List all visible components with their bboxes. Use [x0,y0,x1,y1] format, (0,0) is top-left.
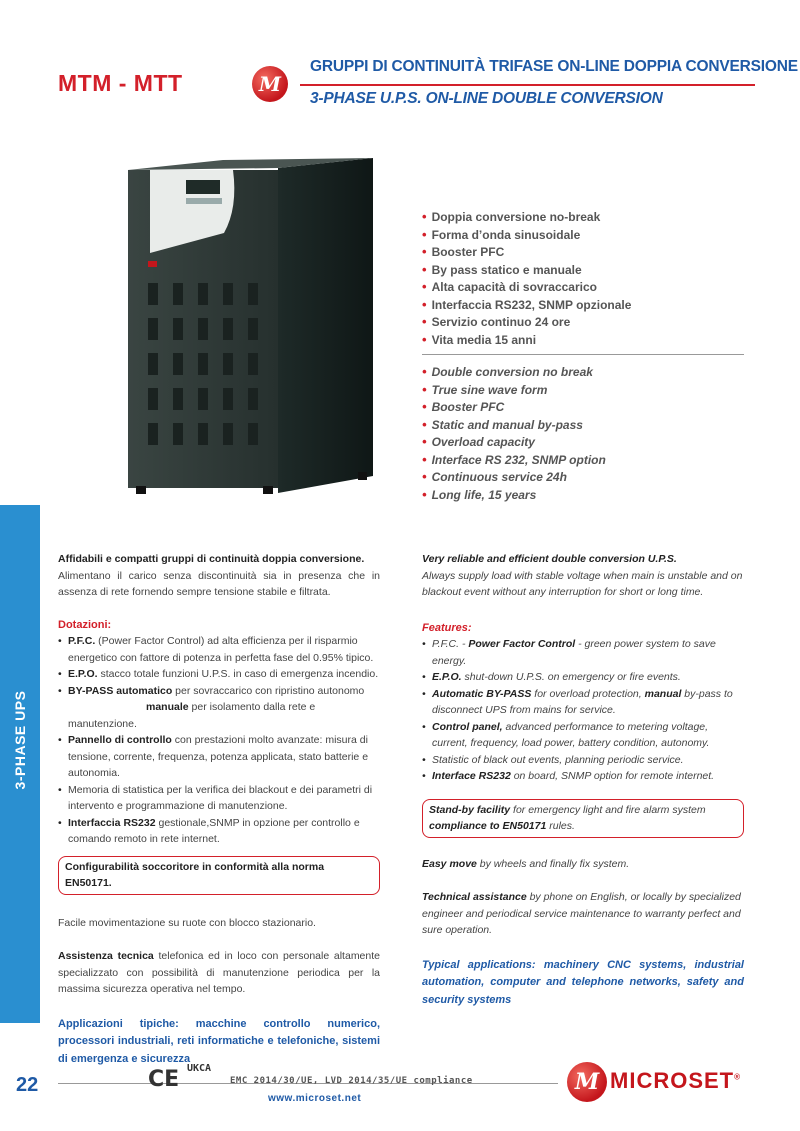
left-column-italian [58,551,380,1068]
microset-brand-icon: M [567,1062,607,1102]
dotazioni-title: Dotazioni: [58,618,112,631]
list-item: • P.F.C. (Power Factor Control) ad alta efficienza per il risparmio energetico con fattore di potenza in perfetta fase del 0.95% tipico. [58,633,380,666]
page-number: 22 [16,1074,39,1096]
list-item: • Memoria di statistica per la verifica dei blackout e dei parametri di intervento e programmazione di manutenzione. [58,782,380,815]
list-item: • By pass statico e manuale [422,261,582,277]
website-link[interactable]: www.microset.net [268,1093,362,1104]
en50171-note: Configurabilità soccoritore in conformità alla norma EN50171. [58,856,380,895]
list-item: • P.F.C. - Power Factor Control - green power system to save energy. [422,636,744,669]
features-title: Features: [422,621,472,634]
list-item: • Double conversion no break [422,364,593,379]
list-item: • Long life, 15 years [422,486,537,502]
list-item: • Control panel, advanced performance to metering voltage, current, frequency, load power, battery condition, autonomy. [422,719,744,752]
intro-heading-en: Very reliable and efficient double conversion U.P.S. [422,553,677,565]
ukca-mark-icon: UKCA [187,1063,212,1074]
list-item: • Automatic BY-PASS for overload protection, manual by-pass to disconnect UPS from mains for service. [422,686,744,719]
feature-divider [422,354,744,355]
standby-note: Stand-by facility for emergency light and fire alarm system compliance to EN50171 rules. [422,799,744,838]
list-item: • Interface RS232 on board, SNMP option for remote internet. [422,768,744,785]
microset-logo-icon: M [252,66,288,102]
list-item: • True sine wave form [422,381,548,397]
list-item: • Continuous service 24h [422,469,567,484]
list-item: • Doppia conversione no-break [422,209,601,224]
title-italian: GRUPPI DI CONTINUITÀ TRIFASE ON-LINE DOPPIA CONVERSIONE [310,58,798,75]
side-tab-label: 3-PHASE UPS [12,690,28,790]
list-item: • Pannello di controllo con prestazioni molto avanzate: misura di tensione, corrente, frequenza, potenza applicata, stato batterie e autonomia. [58,732,380,782]
header-divider [300,84,755,86]
ce-mark-icon: CE [148,1067,180,1092]
intro-heading: Affidabili e compatti gruppi di continuità doppia conversione. [58,553,365,565]
intro-text-en: Always supply load with stable voltage when main is unstable and on blackout event without any interruption for short or long time. [422,569,743,598]
list-item: • E.P.O. shut-down U.P.S. on emergency or fire events. [422,669,744,686]
list-item: • Booster PFC [422,244,505,259]
list-item: • Statistic of black out events, planning periodic service. [422,752,744,769]
right-column-english [422,551,744,1009]
list-item: • Interfaccia RS232 gestionale,SNMP in opzione per controllo e comando remoto in rete internet. [58,815,380,848]
features-english [422,363,752,503]
list-item: • Forma d’onda sinusoidale [422,226,581,242]
title-english: 3-PHASE U.P.S. ON-LINE DOUBLE CONVERSION [310,90,663,107]
technical-assistance-text: Technical assistance by phone on English, or locally by specialized engineer and periodical service maintenance to warranty perfect and sure operation. [422,891,741,936]
features-italian [422,208,752,348]
list-item: • Static and manual by-pass [422,416,583,432]
ups-cabinet-image [128,158,378,498]
easy-move-text: Easy move by wheels and finally fix system. [422,857,630,870]
list-item: • Booster PFC [422,399,505,414]
applications-text-en: Typical applications: machinery CNC systems, industrial automation, computer and telephone networks, safety and security systems [422,958,744,1006]
movement-text: Facile movimentazione su ruote con blocco stazionario. [58,916,316,929]
list-item: • BY-PASS automatico per sovraccarico con ripristino autonomo manuale per isolamento dalla rete e manutenzione. [58,683,380,733]
list-item: • Alta capacità di sovraccarico [422,279,597,294]
feature-list [422,208,752,503]
list-item: • E.P.O. stacco totale funzioni U.P.S. in caso di emergenza incendio. [58,666,380,683]
list-item: • Interface RS 232, SNMP option [422,451,606,467]
intro-text: Alimentano il carico senza discontinuità sia in presenza che in assenza di rete fornendo sempre tensione stabile e filtrata. [58,569,380,598]
list-item: • Vita media 15 anni [422,331,537,347]
compliance-text: EMC 2014/30/UE, LVD 2014/35/UE compliance [230,1076,473,1086]
list-item: • Interfaccia RS232, SNMP opzionale [422,296,632,312]
brand-name: MICROSET® [610,1068,742,1093]
list-item: • Overload capacity [422,434,535,449]
model-title: MTM - MTT [58,70,183,96]
assistance-text: Assistenza tecnica telefonica ed in loco con personale altamente specializzato con possibilità di manutenzione periodica per la massima sicurezza operativa nel tempo. [58,950,380,995]
list-item: • Servizio continuo 24 ore [422,314,571,329]
applications-text: Applicazioni tipiche: macchine controllo numerico, processori industriali, reti informatiche e telefoniche, sistemi di emergenza e sicurezza [58,1017,380,1065]
